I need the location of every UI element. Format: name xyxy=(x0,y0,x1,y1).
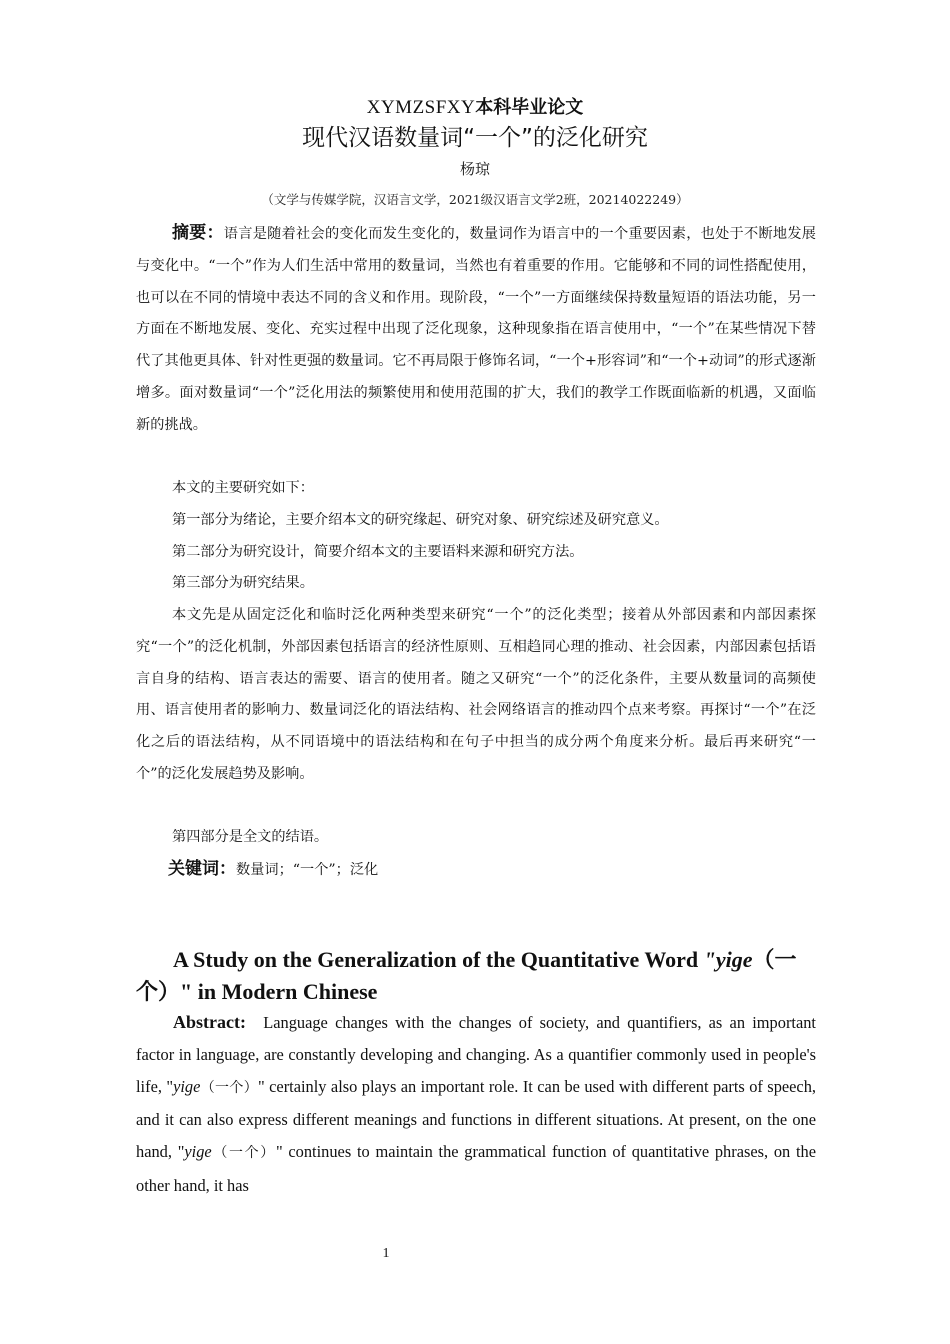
author-name: 杨琼 xyxy=(459,160,490,178)
english-title-cn: （一个） xyxy=(136,947,797,1004)
keywords xyxy=(136,854,816,887)
conclusion-line xyxy=(136,822,816,854)
thesis-header xyxy=(0,94,950,121)
conclusion-text: 第四部分是全文的结语。 xyxy=(172,829,329,845)
page-title: 现代汉语数量词“一个”的泛化研究 xyxy=(302,125,648,151)
abstract-en-seg-3: " continues to maintain the grammatical function of quantitative phrases, on the other hand, it has xyxy=(136,1142,816,1195)
structure-list xyxy=(136,473,816,600)
page-number: 1 xyxy=(382,1246,390,1261)
abstract-en-cn-1: （一个） xyxy=(200,1079,259,1096)
abstract-zh-text: 语言是随着社会的变化而发生变化的，数量词作为语言中的一个重要因素，也处于不断地发展与变化中。“一个”作为人们生活中常用的数量词，当然也有着重要的作用。它能够和不同的词性搭配使用，也可以在不同的情境中表达不同的含义和作用。现阶段，“一个”一方面继续保持数量短语的语法功能，另一方面在不断地发展、变化、充实过程中出现了泛化现象，这种现象指在语言使用中，“一个”在某些情况下替代了其他更具体、针对性更强的数量词。它不再局限于修饰名词，“一个+形容词”和“一个+动词”的形式逐渐增多。面对数量词“一个”泛化用法的频繁使用和使用范围的扩大，我们的教学工作既面临新的机遇，又面临新的挑战。 xyxy=(136,226,816,433)
header-school-code: XYMZSFXY xyxy=(366,97,476,118)
keywords-text: 数量词；“一个”；泛化 xyxy=(236,862,379,878)
structure-part-3: 第三部分为研究结果。 xyxy=(172,575,314,592)
author-affiliation: （文学与传媒学院，汉语言文学，2021级汉语言文学2班，20214022249） xyxy=(261,192,689,207)
abstract-zh xyxy=(136,218,816,442)
structure-part-2: 第二部分为研究设计，简要介绍本文的主要语料来源和研究方法。 xyxy=(172,543,584,560)
english-title-part-1: A Study on the Generalization of the Quantitative Word xyxy=(173,947,704,972)
abstract-zh-label: 摘要： xyxy=(172,223,224,243)
structure-intro: 本文的主要研究如下： xyxy=(172,480,314,496)
abstract-en-seg-2: " certainly also plays an important role. It can be used with different parts of speech, and it can also express different meanings and functions in different situations. At present, on the one hand, " xyxy=(136,1076,817,1162)
abstract-en xyxy=(136,1007,816,1202)
keywords-label: 关键词： xyxy=(168,859,236,879)
structure-part-1: 第一部分为绪论，主要介绍本文的研究缘起、研究对象、研究综述及研究意义。 xyxy=(172,511,669,528)
results-summary xyxy=(136,600,816,791)
abstract-en-yige-1: yige xyxy=(173,1076,201,1096)
results-paragraph: 本文先是从固定泛化和临时泛化两种类型来研究“一个”的泛化类型；接着从外部因素和内部因素探究“一个”的泛化机制，外部因素包括语言的经济性原则、互相趋同心理的推动、社会因素，内部因素包括语言自身的结构、语言表达的需要、语言的使用者。随之又研究“一个”的泛化条件，主要从数量词的高频使用、语言使用者的影响力、数量词泛化的语法结构、社会网络语言的推动四个点来考察。再探讨“一个”在泛化之后的语法结构，从不同语境中的语法结构和在句子中担当的成分两个角度来分析。最后再来研究“一个”的泛化发展趋势及影响。 xyxy=(136,607,816,782)
abstract-en-yige-2: yige xyxy=(184,1142,212,1162)
abstract-en-label: Abstract: xyxy=(173,1012,246,1032)
english-title-yige: "yige xyxy=(703,947,753,972)
english-title-part-2: " in Modern Chinese xyxy=(180,979,378,1004)
header-thesis-type: 本科毕业论文 xyxy=(475,97,584,118)
abstract-en-cn-2: （一个） xyxy=(211,1145,276,1162)
abstract-en-seg-1: Language changes with the changes of society, and quantifiers, as an important factor in language, are constantly developing and changing. As a quantifier commonly used in people's life, " xyxy=(136,1013,816,1096)
english-title xyxy=(136,944,816,1008)
